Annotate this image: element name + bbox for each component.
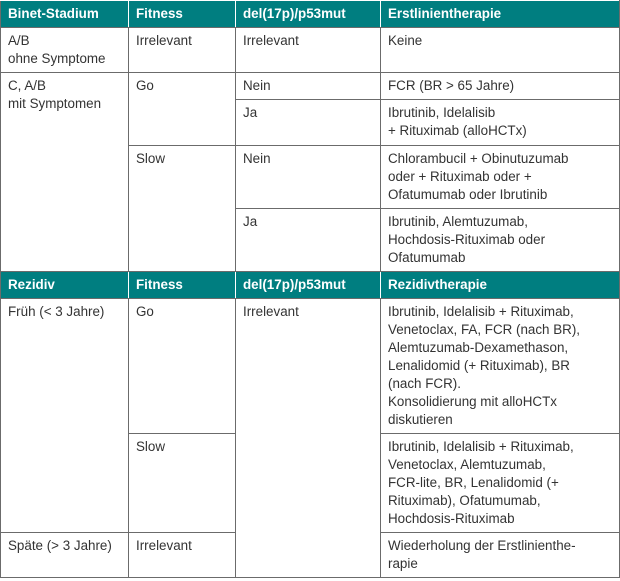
- slow-ja-text: Ja: [243, 214, 258, 229]
- therapy-keine-text: Keine: [388, 33, 423, 48]
- go-ja-text: Ja: [243, 105, 258, 120]
- header-erstlinientherapie: Erstlinientherapie: [381, 1, 620, 28]
- therapy-cell: [381, 533, 620, 578]
- fitness-cell: [129, 299, 236, 434]
- slow-ja-therapy-text: Ibrutinib, Alemtuzumab, Hochdosis-Rituximab oder Ofatumumab: [388, 214, 546, 265]
- fitness-go-text: Go: [136, 78, 154, 93]
- relapse-go-text: Go: [136, 304, 154, 319]
- spaete-fitness-text: Irrelevant: [136, 538, 192, 553]
- spaete-therapy-text: Wiederholung der Erstlinienthe- rapie: [388, 538, 576, 571]
- table-row: [1, 28, 620, 73]
- del-irrelevant-text: Irrelevant: [243, 33, 299, 48]
- go-nein-text: Nein: [243, 78, 271, 93]
- spaete-text: Späte (> 3 Jahre): [8, 538, 112, 553]
- go-ja-therapy-text: Ibrutinib, Idelalisib + Rituximab (alloHCTx): [388, 105, 527, 138]
- fitness-cell: [129, 533, 236, 578]
- fitness-cell: [129, 434, 236, 533]
- stage-cell: [1, 73, 129, 272]
- relapse-slow-therapy-text: Ibrutinib, Idelalisib + Rituximab, Venetoclax, Alemtuzumab, FCR-lite, BR, Lenalidomid (+ Rituximab), Ofatumumab, Hochdosis-Rituximab: [388, 439, 574, 526]
- relapse-slow-text: Slow: [136, 439, 166, 454]
- header-del17p: del(17p)/p53mut: [236, 1, 381, 28]
- del-cell: [236, 73, 381, 100]
- relapse-go-therapy-text: Ibrutinib, Idelalisib + Rituximab, Venetoclax, FA, FCR (nach BR), Alemtuzumab-Dexamethason, Lenalidomid (+ Rituximab), BR (nach FCR). Konsolidierung mit alloHCTx diskutieren: [388, 304, 581, 427]
- therapy-cell: [381, 299, 620, 434]
- therapy-cell: [381, 28, 620, 73]
- fitness-slow-text: Slow: [136, 151, 166, 166]
- stage-cab-text: C, A/B mit Symptomen: [8, 78, 102, 111]
- table-row: [1, 73, 620, 100]
- header-binet-stadium: Binet-Stadium: [1, 1, 129, 28]
- slow-nein-therapy-text: Chlorambucil + Obinutuzumab oder + Rituximab oder + Ofatumumab oder Ibrutinib: [388, 151, 569, 202]
- therapy-cell: [381, 100, 620, 146]
- del-cell: [236, 100, 381, 146]
- therapy-cell: [381, 434, 620, 533]
- therapy-cell: [381, 146, 620, 209]
- header-rezidivtherapie: Rezidivtherapie: [381, 272, 620, 299]
- therapy-cell: [381, 209, 620, 272]
- header-row-relapse: [1, 272, 620, 299]
- table-row: [1, 299, 620, 434]
- header-rezidiv: Rezidiv: [1, 272, 129, 299]
- stage-cell: [1, 28, 129, 73]
- header-fitness-relapse: Fitness: [129, 272, 236, 299]
- relapse-del-irrelevant-text: Irrelevant: [243, 304, 299, 319]
- del-cell: [236, 299, 381, 578]
- header-row-first-line: [1, 1, 620, 28]
- go-nein-therapy-text: FCR (BR > 65 Jahre): [388, 78, 515, 93]
- stage-ab-text: A/B ohne Symptome: [8, 33, 106, 66]
- del-cell: [236, 28, 381, 73]
- relapse-cell: [1, 299, 129, 533]
- slow-nein-text: Nein: [243, 151, 271, 166]
- header-fitness: Fitness: [129, 1, 236, 28]
- fitness-cell: [129, 28, 236, 73]
- relapse-cell: [1, 533, 129, 578]
- therapy-cell: [381, 73, 620, 100]
- frueh-text: Früh (< 3 Jahre): [8, 304, 105, 319]
- del-cell: [236, 209, 381, 272]
- fitness-cell: [129, 146, 236, 272]
- header-del17p-relapse: del(17p)/p53mut: [236, 272, 381, 299]
- fitness-cell: [129, 73, 236, 146]
- del-cell: [236, 146, 381, 209]
- fitness-irrelevant-text: Irrelevant: [136, 33, 192, 48]
